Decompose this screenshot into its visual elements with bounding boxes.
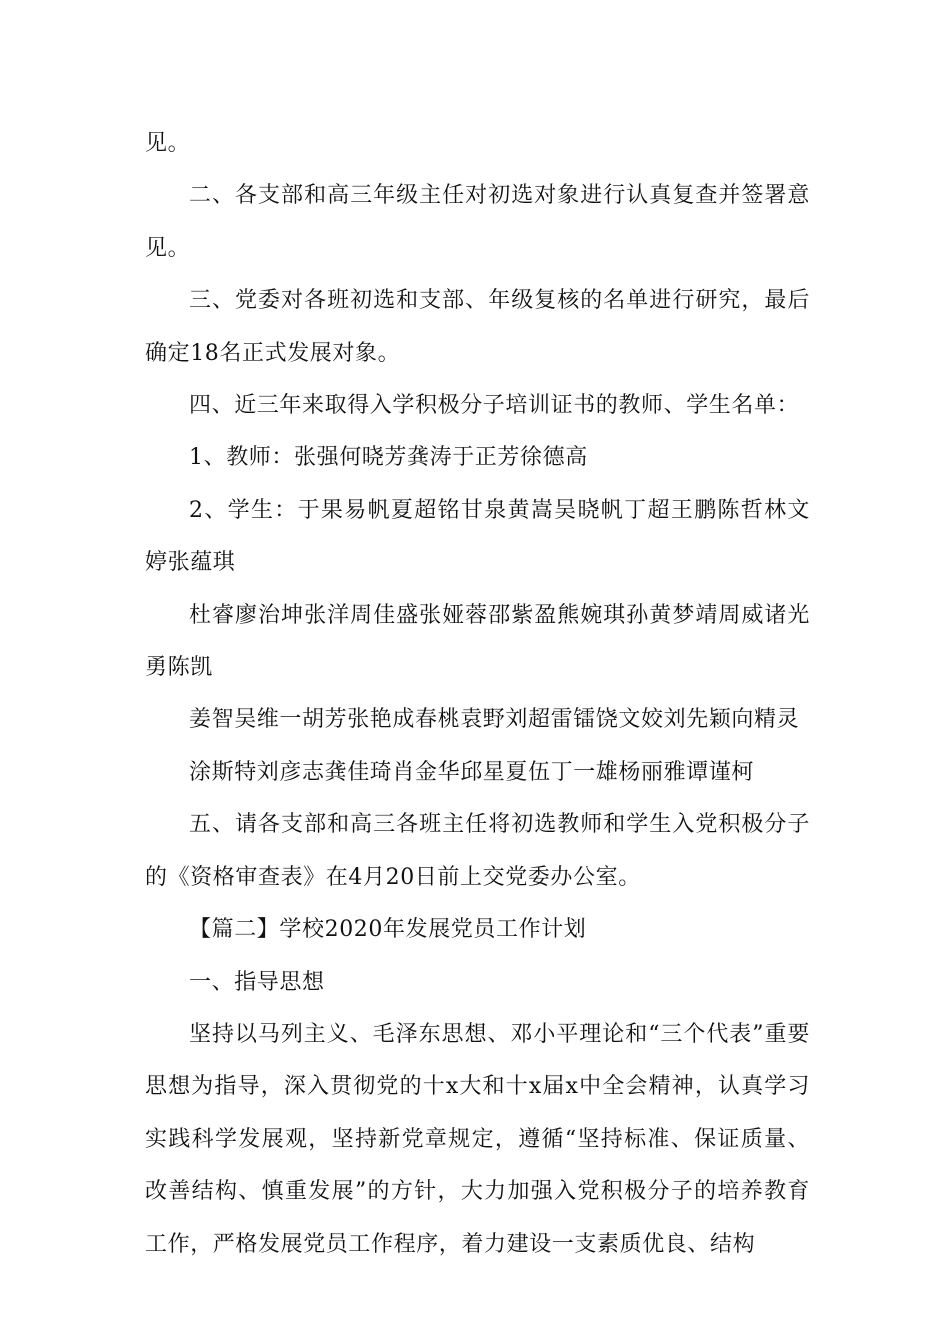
paragraph: 见。 [145,131,191,156]
paragraph: 四、近三年来取得入学积极分子培训证书的教师、学生名单： [189,393,800,419]
paragraph: 涂斯特刘彦志龚佳琦肖金华邱星夏伍丁一雄杨丽雅谭谨柯 [189,759,755,785]
section-heading: 【篇二】学校2020年发展党员工作计划 [189,917,587,943]
paragraph: 二、各支部和高三年级主任对初选对象进行认真复查并签署意见。 [145,183,810,261]
paragraph: 杜睿廖治坤张洋周佳盛张娅蓉邵紫盈熊婉琪孙黄梦靖周威诸光勇陈凯 [145,602,810,681]
paragraph: 坚持以马列主义、毛泽东思想、邓小平理论和“三个代表”重要思想为指导，深入贯彻党的十x大和十x届x中全会精神，认真学习实践科学发展观，坚持新党章规定，遵循“坚持标准、保证质量、改善结构、慎重发展”的方针，大力加强入党积极分子的培养教育工作，严格发展党员工作程序，着力建设一支素质优良、结构 [145,1021,810,1257]
paragraph: 姜智吴维一胡芳张艳成春桃袁野刘超雷镭饶文姣刘先颖向精灵 [189,707,800,733]
paragraph: 三、党委对各班初选和支部、年级复核的名单进行研究，最后确定18名正式发展对象。 [145,288,810,366]
paragraph: 五、请各支部和高三各班主任将初选教师和学生入党积极分子的《资格审查表》在4月20日前上交党委办公室。 [145,812,810,890]
paragraph: 1、教师：张强何晓芳龚涛于正芳徐德高 [189,445,588,471]
paragraph: 2、学生：于果易帆夏超铭甘泉黄嵩吴晓帆丁超王鹏陈哲林文婷张蕴琪 [145,497,810,576]
subsection-heading: 一、指导思想 [189,969,325,995]
document-body [145,118,810,1271]
